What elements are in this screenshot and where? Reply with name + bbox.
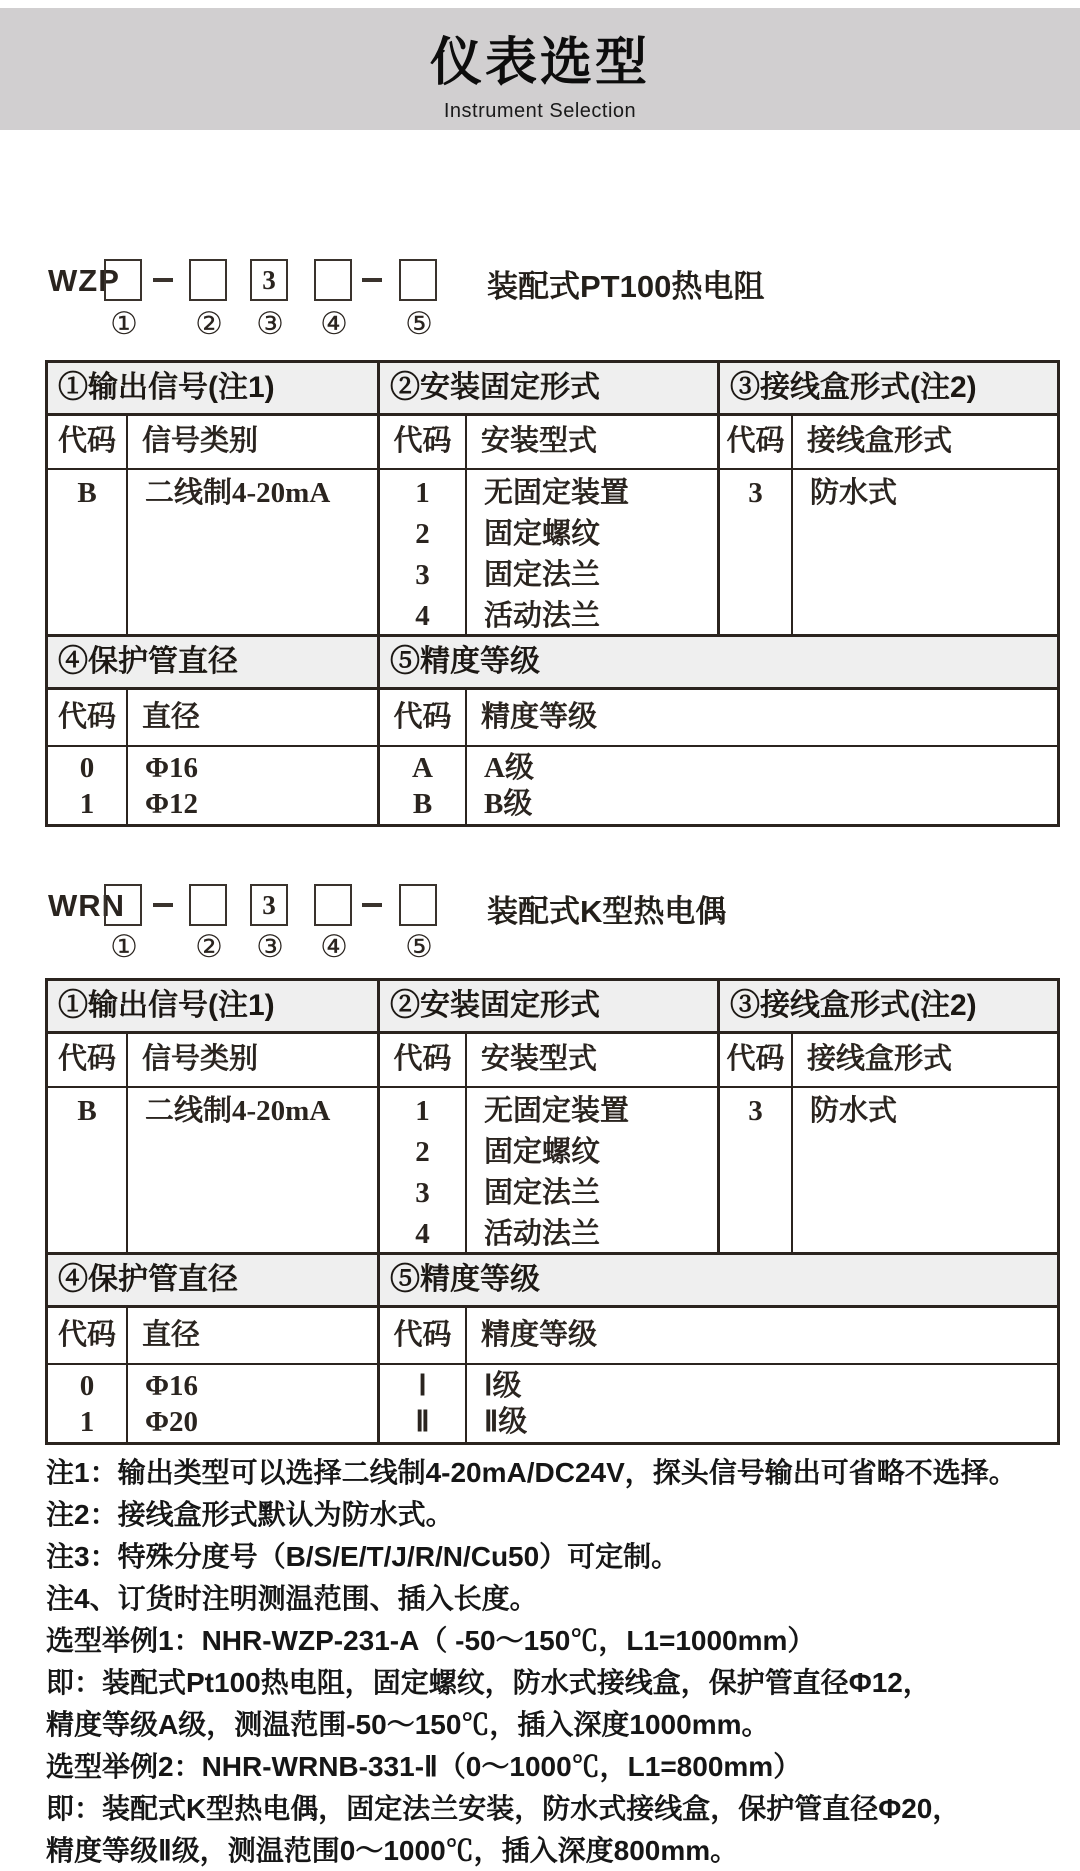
code-cell: [48, 747, 128, 824]
dash-separator: [153, 278, 173, 282]
column-header-diameter: 直径: [128, 690, 380, 747]
label-value: 防水式: [810, 1095, 898, 1127]
position-marker-2: ②: [195, 306, 223, 341]
note-line: 选型举例1：NHR-WZP-231-A（ -50～150℃，L1=1000mm）: [46, 1625, 816, 1656]
column-header-code: 代码: [48, 1034, 128, 1088]
label-value: 防水式: [810, 477, 898, 509]
label-value: 活动法兰: [484, 1218, 601, 1250]
code-cell: [720, 1088, 793, 1255]
code-box-3: 3: [250, 884, 288, 926]
code-box-1: [104, 884, 142, 926]
code-value: 2: [415, 518, 430, 550]
code-value: 3: [748, 477, 763, 509]
label-value: 固定法兰: [484, 1177, 601, 1209]
group-title-mounting: ②安装固定形式: [380, 363, 720, 416]
note-line: 选型举例2：NHR-WRNB-331-Ⅱ（0～1000℃，L1=800mm）: [46, 1751, 802, 1782]
note-line: 注4、订货时注明测温范围、插入长度。: [46, 1583, 538, 1614]
group-title-junction-box: ③接线盒形式(注2): [720, 363, 1057, 416]
column-header-code: 代码: [48, 690, 128, 747]
column-header-code: 代码: [48, 1308, 128, 1365]
note-line: 注3：特殊分度号（B/S/E/T/J/R/N/Cu50）可定制。: [46, 1541, 680, 1572]
group-title-accuracy-class: ⑤精度等级: [380, 1255, 1057, 1308]
code-value: 3: [415, 559, 430, 591]
title-banner: [0, 8, 1080, 130]
note-line: 即：装配式K型热电偶，固定法兰安装，防水式接线盒，保护管直径Φ20，: [46, 1793, 961, 1824]
label-value: 无固定装置: [484, 477, 630, 509]
label-value: Ⅱ级: [484, 1406, 528, 1438]
code-box-5: [399, 884, 437, 926]
column-header-accuracy: 精度等级: [467, 690, 1057, 747]
column-header-code: 代码: [380, 690, 467, 747]
position-marker-4: ④: [320, 306, 348, 341]
table-section-1: [48, 981, 1057, 1255]
label-value: Ⅰ级: [484, 1370, 522, 1402]
code-value: 2: [415, 1136, 430, 1168]
product-name: 装配式PT100热电阻: [487, 269, 765, 304]
wrn-selection-table: [45, 978, 1060, 1445]
code-cell: [380, 747, 467, 824]
code-cell: [720, 470, 793, 637]
dash-separator: [362, 903, 382, 907]
code-box-2: [189, 884, 227, 926]
code-cell: [48, 470, 128, 637]
label-value: 固定螺纹: [484, 518, 601, 550]
dash-separator: [153, 903, 173, 907]
label-cell: [467, 1365, 1057, 1442]
code-value: 3: [415, 1177, 430, 1209]
column-header-diameter: 直径: [128, 1308, 380, 1365]
label-cell: [128, 1365, 380, 1442]
code-value: 0: [79, 752, 95, 784]
code-value: 0: [79, 1370, 95, 1402]
note-line: 即：装配式Pt100热电阻，固定螺纹，防水式接线盒，保护管直径Φ12，: [46, 1667, 931, 1698]
wzp-selection-table: [45, 360, 1060, 827]
group-title-accuracy-class: ⑤精度等级: [380, 637, 1057, 690]
position-markers: [0, 929, 1080, 971]
label-value: B级: [484, 788, 533, 820]
label-cell: [128, 747, 380, 824]
column-header-code: 代码: [48, 416, 128, 470]
label-cell: [128, 1088, 380, 1255]
position-markers: [0, 306, 1080, 348]
code-box-4: [314, 259, 352, 301]
group-title-output-signal: ①输出信号(注1): [48, 363, 380, 416]
column-header-junction-box-type: 接线盒形式: [793, 1034, 1057, 1088]
position-marker-1: ①: [110, 306, 138, 341]
label-value: 二线制4-20mA: [145, 1095, 331, 1127]
position-marker-5: ⑤: [405, 929, 433, 964]
label-value: 固定法兰: [484, 559, 601, 591]
column-header-mounting-type: 安装型式: [467, 416, 720, 470]
position-marker-1: ①: [110, 929, 138, 964]
group-title-sheath-diameter: ④保护管直径: [48, 637, 380, 690]
code-cell: [380, 470, 467, 637]
label-cell: [793, 470, 1057, 637]
position-marker-4: ④: [320, 929, 348, 964]
column-header-junction-box-type: 接线盒形式: [793, 416, 1057, 470]
label-cell: [467, 470, 720, 637]
label-value: 固定螺纹: [484, 1136, 601, 1168]
note-line: 注2：接线盒形式默认为防水式。: [46, 1499, 454, 1530]
label-value: A级: [484, 752, 534, 784]
code-box-5: [399, 259, 437, 301]
code-value: Ⅰ: [418, 1370, 427, 1402]
group-title-sheath-diameter: ④保护管直径: [48, 1255, 380, 1308]
code-value: 3: [748, 1095, 763, 1127]
label-cell: [793, 1088, 1057, 1255]
code-value: 4: [415, 600, 430, 632]
label-value: Φ16: [145, 752, 199, 784]
code-value: B: [77, 1095, 97, 1127]
column-header-code: 代码: [380, 1034, 467, 1088]
product-name: 装配式K型热电偶: [487, 894, 727, 929]
wrn-code-line: [0, 878, 1080, 930]
code-value: A: [412, 752, 433, 784]
code-box-1: [104, 259, 142, 301]
label-value: 活动法兰: [484, 600, 601, 632]
page-title: 仪表选型: [429, 34, 650, 92]
model-prefix: WRN: [48, 888, 126, 923]
code-box-2: [189, 259, 227, 301]
group-title-junction-box: ③接线盒形式(注2): [720, 981, 1057, 1034]
wzp-code-line: [0, 253, 1080, 305]
group-title-mounting: ②安装固定形式: [380, 981, 720, 1034]
label-cell: [467, 747, 1057, 824]
model-prefix: WZP: [48, 263, 120, 298]
column-header-code: 代码: [380, 416, 467, 470]
label-value: Φ16: [145, 1370, 199, 1402]
column-header-code: 代码: [720, 416, 793, 470]
group-title-output-signal: ①输出信号(注1): [48, 981, 380, 1034]
column-header-signal-type: 信号类别: [128, 416, 380, 470]
code-value: 1: [79, 1406, 95, 1438]
page-subtitle: Instrument Selection: [443, 100, 637, 122]
column-header-mounting-type: 安装型式: [467, 1034, 720, 1088]
table-section-1: [48, 363, 1057, 637]
note-line: 精度等级Ⅱ级，测温范围0～1000℃，插入深度800mm。: [46, 1835, 739, 1866]
code-cell: [380, 1365, 467, 1442]
position-marker-5: ⑤: [405, 306, 433, 341]
notes-section: [46, 1452, 1060, 1871]
code-value: 1: [415, 1095, 430, 1127]
code-value: B: [77, 477, 97, 509]
column-header-code: 代码: [720, 1034, 793, 1088]
table-section-2: [48, 1255, 1057, 1442]
column-header-code: 代码: [380, 1308, 467, 1365]
code-box-3: 3: [250, 259, 288, 301]
code-value: 1: [79, 788, 95, 820]
position-marker-2: ②: [195, 929, 223, 964]
label-value: 无固定装置: [484, 1095, 630, 1127]
code-cell: [48, 1088, 128, 1255]
position-marker-3: ③: [256, 929, 284, 964]
code-box-4: [314, 884, 352, 926]
table-section-2: [48, 637, 1057, 824]
column-header-accuracy: 精度等级: [467, 1308, 1057, 1365]
note-line: 精度等级A级，测温范围-50～150℃，插入深度1000mm。: [46, 1709, 770, 1740]
code-value: B: [412, 788, 433, 820]
label-cell: [128, 470, 380, 637]
label-value: Φ12: [145, 788, 199, 820]
code-cell: [380, 1088, 467, 1255]
position-marker-3: ③: [256, 306, 284, 341]
code-value: 1: [415, 477, 430, 509]
label-value: 二线制4-20mA: [145, 477, 331, 509]
code-value: 4: [415, 1218, 430, 1250]
dash-separator: [362, 278, 382, 282]
label-cell: [467, 1088, 720, 1255]
code-value: Ⅱ: [415, 1406, 430, 1438]
note-line: 注1：输出类型可以选择二线制4-20mA/DC24V，探头信号输出可省略不选择。: [46, 1457, 1017, 1488]
label-value: Φ20: [145, 1406, 199, 1438]
code-cell: [48, 1365, 128, 1442]
column-header-signal-type: 信号类别: [128, 1034, 380, 1088]
